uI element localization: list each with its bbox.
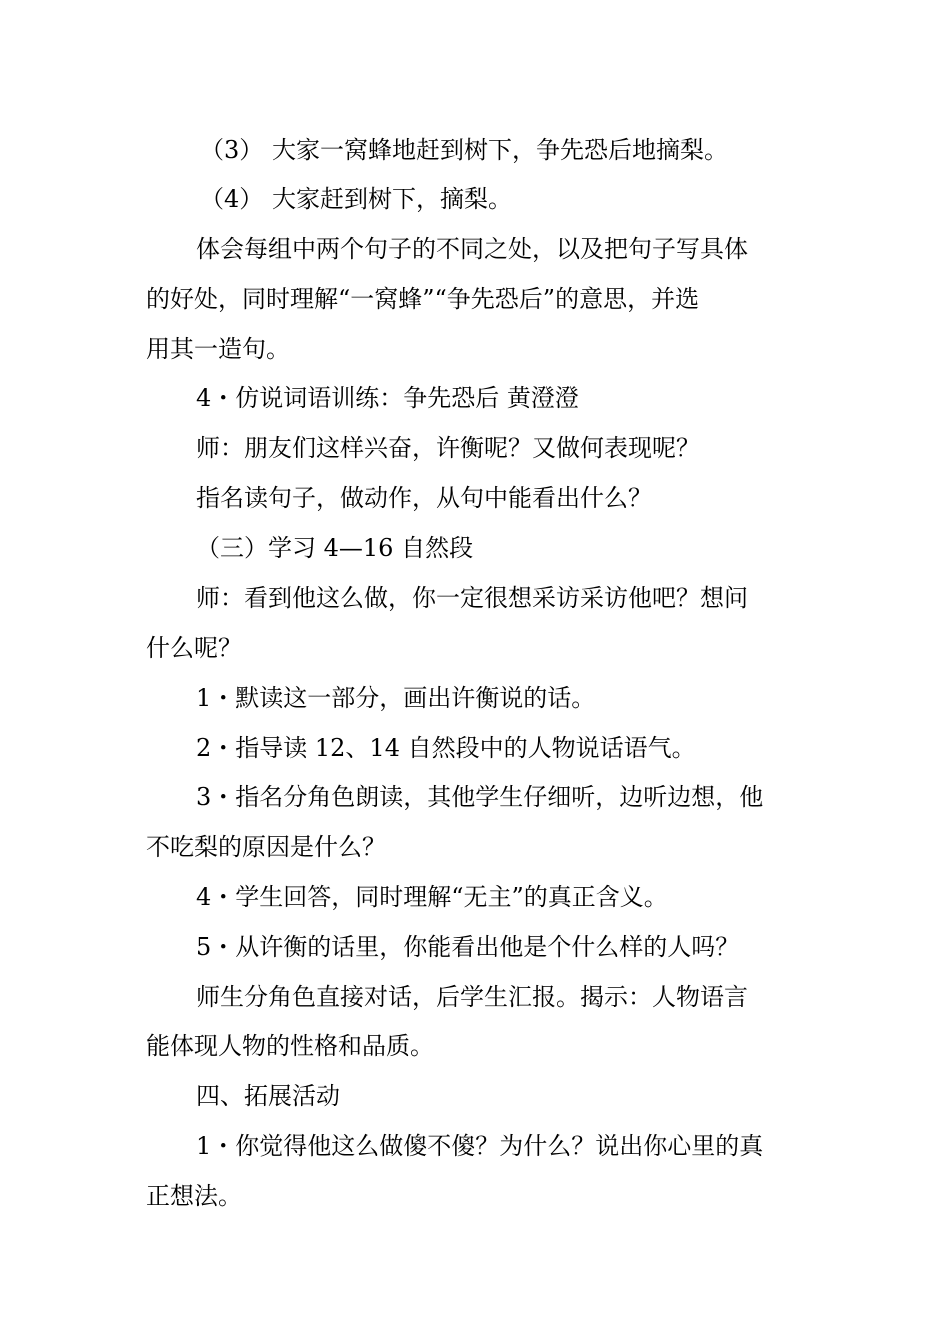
step-3-line-2: 不吃梨的原因是什么？ <box>146 833 386 861</box>
extension-question-line-2: 正想法。 <box>146 1182 242 1210</box>
extension-question-line-1: 1・你觉得他这么做傻不傻？为什么？说出你心里的真 <box>196 1132 764 1160</box>
teacher-question-1: 师：朋友们这样兴奋，许衡呢？又做何表现呢？ <box>196 434 700 462</box>
read-action-instruction: 指名读句子，做动作，从句中能看出什么？ <box>196 484 652 512</box>
example-number: （3） <box>200 136 264 164</box>
section-4-heading: 四、拓展活动 <box>196 1082 340 1110</box>
example-sentence-4 <box>200 184 512 214</box>
compare-paragraph-line-2: 的好处，同时理解“一窝蜂”“争先恐后”的意思，并选 <box>146 285 700 313</box>
compare-paragraph-line-3: 用其一造句。 <box>146 335 290 363</box>
compare-paragraph-line-1: 体会每组中两个句子的不同之处，以及把句子写具体 <box>196 235 748 263</box>
example-text: 大家赶到树下，摘梨。 <box>272 185 512 213</box>
dialogue-line-1: 师生分角色直接对话，后学生汇报。揭示：人物语言 <box>196 983 748 1011</box>
example-sentence-3 <box>200 135 728 165</box>
step-5: 5・从许衡的话里，你能看出他是个什么样的人吗？ <box>196 933 740 961</box>
imitation-exercise: 4・仿说词语训练：争先恐后 黄澄澄 <box>196 384 579 412</box>
example-text: 大家一窝蜂地赶到树下，争先恐后地摘梨。 <box>272 136 728 164</box>
dialogue-line-2: 能体现人物的性格和品质。 <box>146 1032 434 1060</box>
step-4: 4・学生回答，同时理解“无主”的真正含义。 <box>196 883 668 911</box>
teacher-question-2-line-1: 师：看到他这么做，你一定很想采访采访他吧？想问 <box>196 584 748 612</box>
step-1: 1・默读这一部分，画出许衡说的话。 <box>196 684 596 712</box>
step-3-line-1: 3・指名分角色朗读，其他学生仔细听，边听边想，他 <box>196 783 764 811</box>
step-2: 2・指导读 12、14 自然段中的人物说话语气。 <box>196 734 696 762</box>
example-number: （4） <box>200 185 264 213</box>
teacher-question-2-line-2: 什么呢？ <box>146 634 242 662</box>
section-3-heading: （三）学习 4—16 自然段 <box>196 534 474 562</box>
